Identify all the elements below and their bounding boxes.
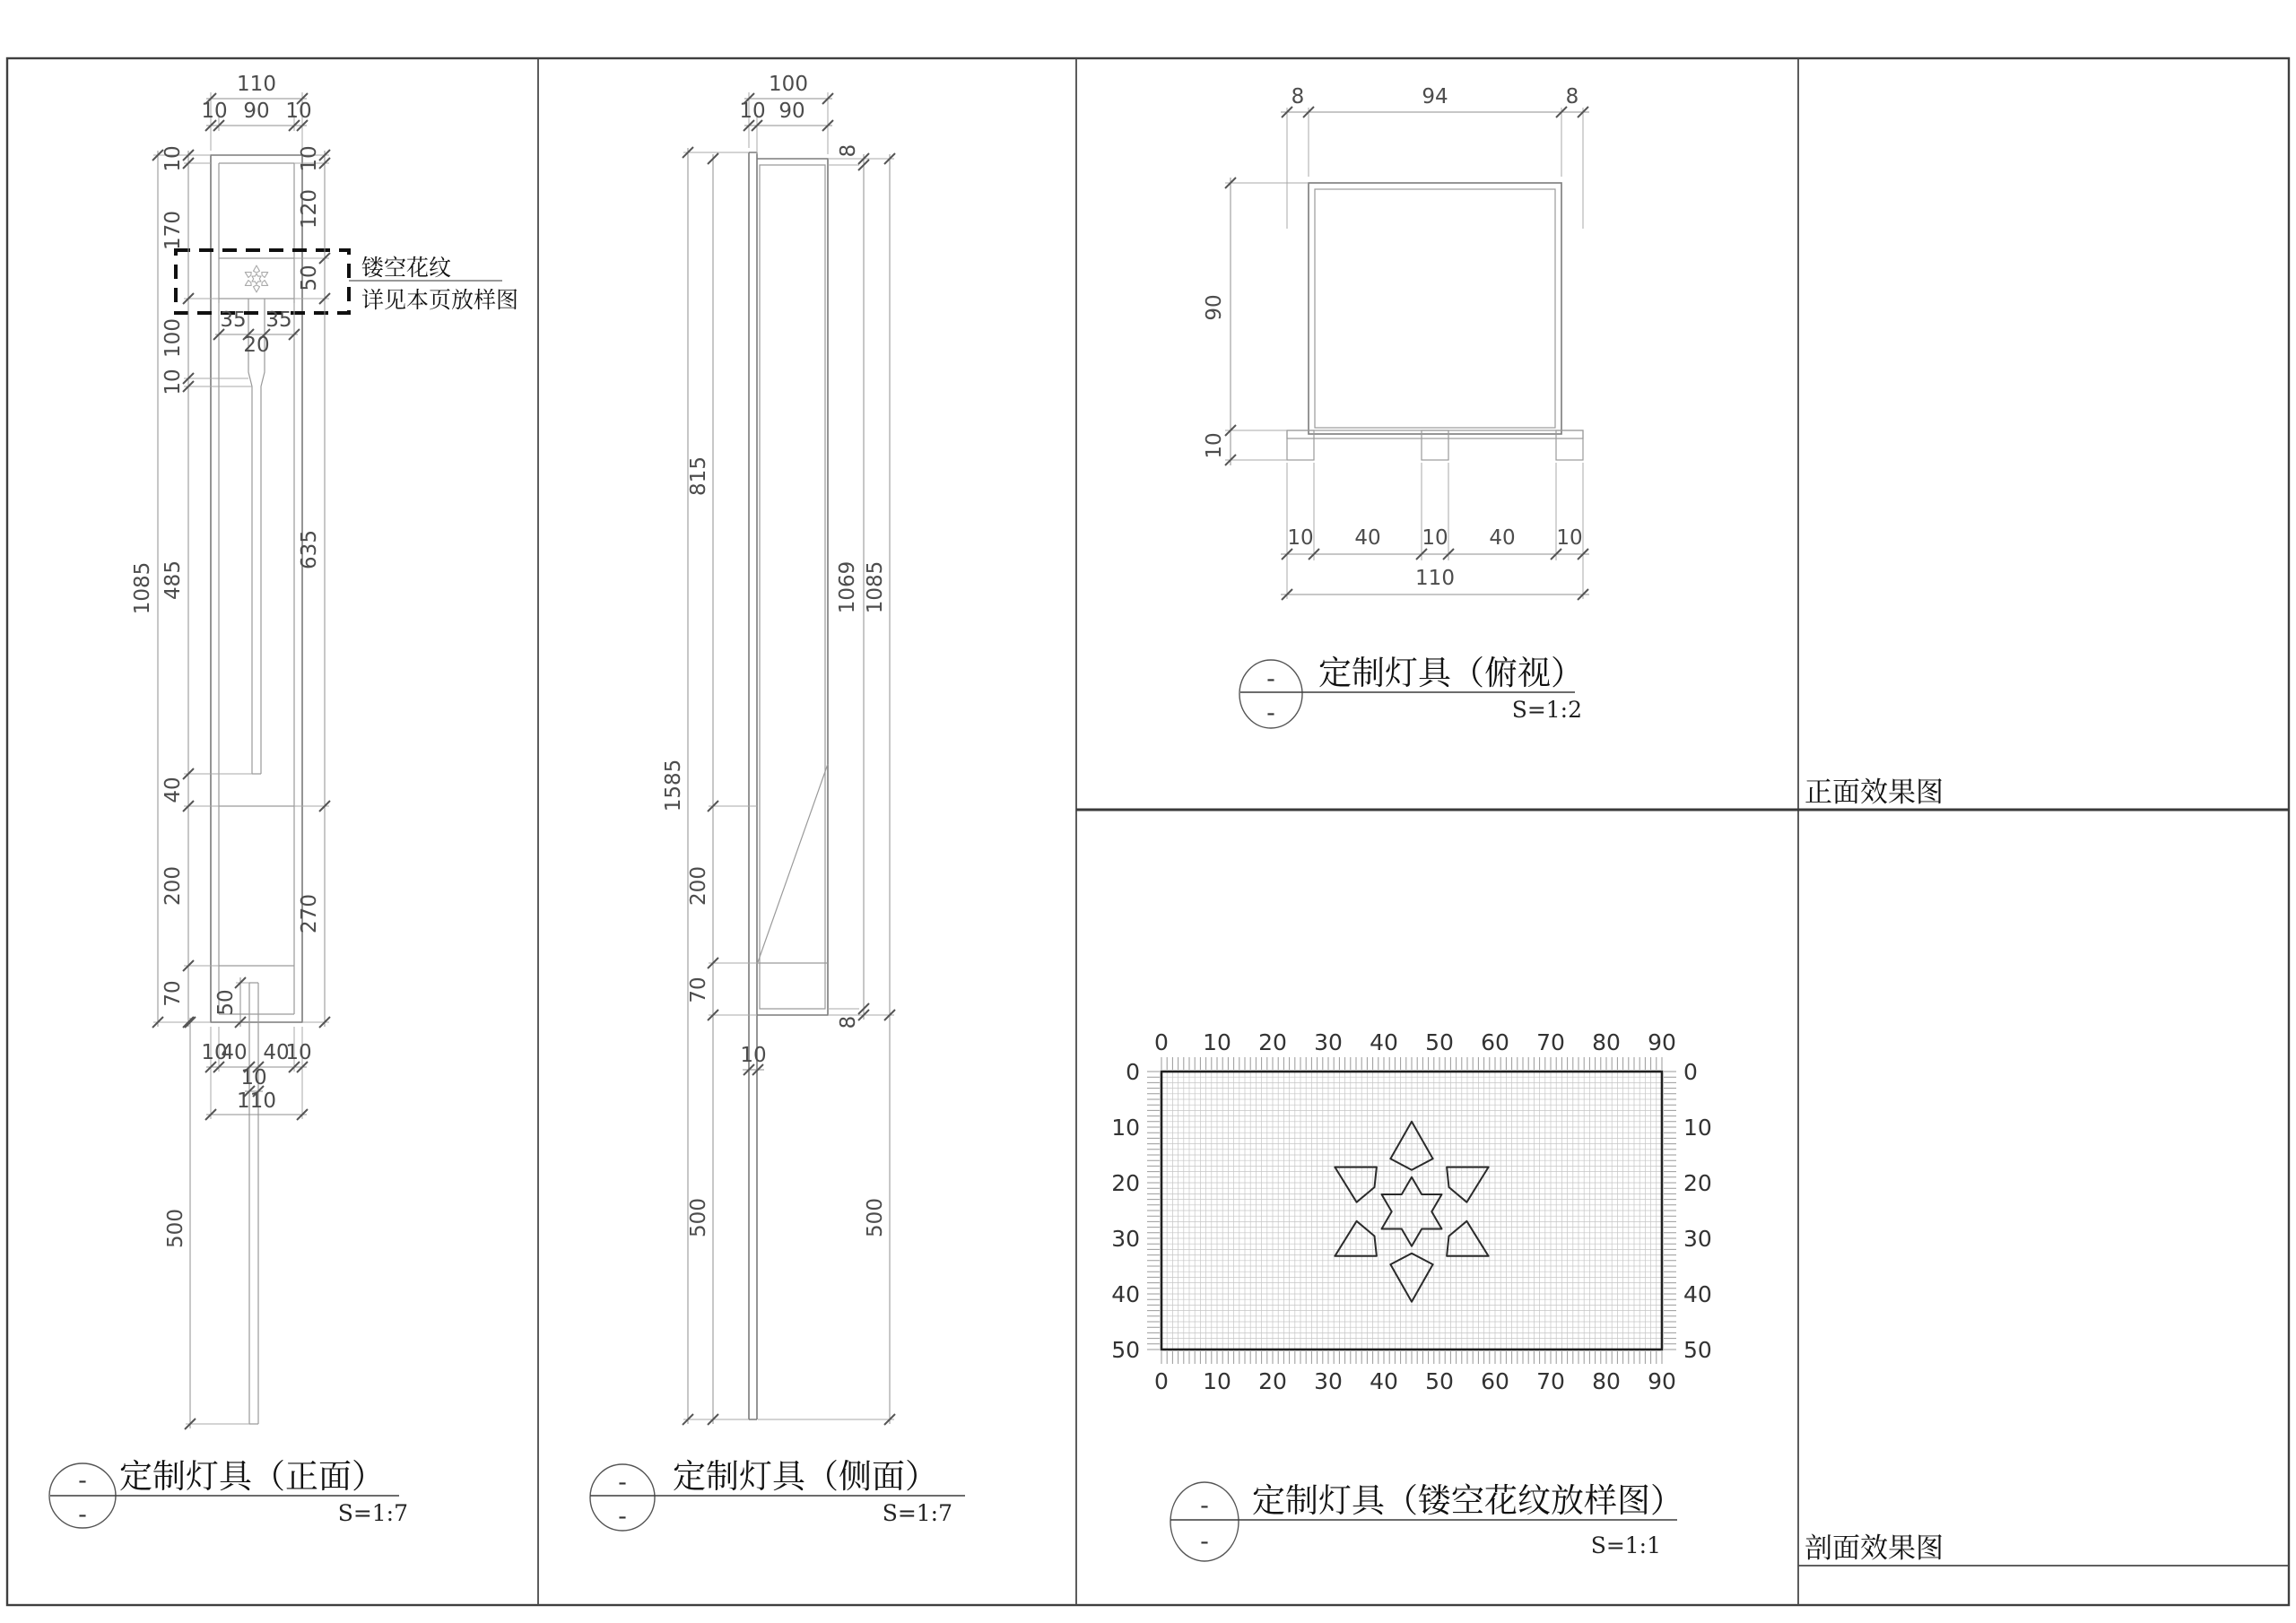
section-effect-label: 剖面效果图 (1805, 1532, 1944, 1565)
top-ref-top: - (1266, 665, 1275, 693)
pattern-y-label-left: 0 (1126, 1059, 1140, 1085)
pattern-y-label-right: 10 (1683, 1115, 1712, 1141)
pattern-x-label-top: 10 (1203, 1029, 1231, 1055)
dim-label: 1085 (864, 560, 887, 614)
dim-label: 94 (1422, 85, 1448, 108)
pattern-y-label-right: 40 (1683, 1281, 1712, 1307)
preview-shape-trapezoid-upper-left (245, 273, 251, 278)
pattern-ref-bottom: - (1200, 1528, 1209, 1556)
pattern-grid-minor-lines (1161, 1072, 1662, 1350)
side-ref-top: - (618, 1469, 627, 1497)
dim-label: 815 (687, 456, 710, 496)
top-view (1203, 85, 1589, 600)
preview-shape-trapezoid-lower-left (245, 281, 251, 286)
dim-label: 1585 (662, 759, 685, 812)
side-back-plate (749, 152, 757, 1419)
pattern-preview-snowflake (245, 265, 267, 292)
side-view-title: 定制灯具（侧面） (673, 1457, 938, 1496)
dim-label: 50 (298, 265, 321, 291)
pattern-x-label-top: 60 (1481, 1029, 1509, 1055)
pattern-y-label-left: 30 (1111, 1226, 1140, 1252)
right-label-column (1805, 777, 1944, 1565)
pattern-x-label-top: 20 (1258, 1029, 1287, 1055)
dim-label: 50 (214, 989, 238, 1016)
pattern-x-label-bottom: 60 (1481, 1368, 1509, 1394)
pattern-y-label-right: 0 (1683, 1059, 1698, 1085)
front-body-inner-lines (219, 163, 294, 1014)
dim-label: 40 (1354, 526, 1381, 550)
side-view-scale: S=1:7 (882, 1500, 952, 1526)
side-ref-bottom: - (618, 1503, 627, 1531)
side-box-outline (757, 159, 828, 1015)
preview-shape-trapezoid-upper-right (262, 273, 268, 278)
title-side (590, 1457, 965, 1531)
pattern-x-label-bottom: 0 (1154, 1368, 1169, 1394)
dim-label: 40 (263, 1041, 290, 1064)
top-ref-bottom: - (1266, 699, 1275, 727)
dim-label: 10 (161, 145, 185, 172)
pattern-x-label-top: 40 (1370, 1029, 1398, 1055)
pattern-y-label-left: 50 (1111, 1337, 1140, 1363)
pattern-x-label-top: 70 (1536, 1029, 1565, 1055)
dim-label: 8 (1291, 85, 1305, 108)
dim-label: 10 (161, 369, 185, 395)
dim-label: 200 (161, 866, 185, 906)
front-view-title: 定制灯具（正面） (119, 1457, 385, 1496)
top-extension-lines (1225, 108, 1583, 599)
front-ref-bottom: - (78, 1501, 87, 1529)
dim-label: 8 (837, 143, 860, 158)
dim-label: 8 (837, 1015, 860, 1029)
top-view-scale: S=1:2 (1511, 697, 1582, 723)
front-ref-top: - (78, 1467, 87, 1495)
dim-label: 500 (687, 1198, 710, 1237)
dim-label: 10 (240, 1066, 267, 1089)
pattern-x-label-bottom: 90 (1648, 1368, 1676, 1394)
pattern-y-label-right: 50 (1683, 1337, 1712, 1363)
dim-label: 485 (161, 560, 185, 600)
top-dimension-lines (1225, 107, 1589, 600)
top-dimension-labels (1203, 85, 1583, 590)
dim-label: 500 (864, 1198, 887, 1237)
dim-label: 635 (298, 530, 321, 569)
pattern-view-scale: S=1:1 (1590, 1532, 1661, 1558)
dim-label: 10 (285, 1041, 312, 1064)
preview-shape-star-center (252, 273, 261, 283)
pattern-y-label-right: 30 (1683, 1226, 1712, 1252)
pattern-x-label-top: 0 (1154, 1029, 1169, 1055)
side-diagonal-line (758, 764, 828, 962)
dim-label: 90 (778, 100, 805, 123)
dim-label: 70 (687, 976, 710, 1003)
pattern-x-label-bottom: 40 (1370, 1368, 1398, 1394)
dim-label: 10 (201, 1041, 228, 1064)
dim-label: 10 (1556, 526, 1583, 550)
front-hanging-rod (249, 983, 258, 1424)
dim-label: 10 (1203, 432, 1226, 459)
dim-label: 170 (161, 211, 185, 250)
title-front (49, 1457, 408, 1529)
pattern-x-label-bottom: 30 (1314, 1368, 1343, 1394)
pattern-x-label-top: 30 (1314, 1029, 1343, 1055)
front-center-rod (248, 299, 265, 774)
dim-label: 200 (687, 866, 710, 906)
dim-label: 100 (161, 318, 185, 358)
pattern-layout-view (1111, 1029, 1712, 1394)
dim-label: 10 (1422, 526, 1448, 550)
topview-box-inner (1315, 189, 1555, 428)
dim-label: 90 (1203, 294, 1226, 321)
dim-label: 35 (220, 308, 247, 332)
dim-label: 10 (298, 145, 321, 172)
dim-label: 8 (1565, 85, 1579, 108)
pattern-ref-top: - (1200, 1492, 1209, 1520)
title-pattern (1170, 1481, 1683, 1561)
side-view (662, 73, 895, 1425)
pattern-y-label-left: 20 (1111, 1170, 1140, 1196)
dim-label: 40 (221, 1041, 248, 1064)
dim-label: 40 (1489, 526, 1516, 550)
pattern-x-label-top: 90 (1648, 1029, 1676, 1055)
topview-foot-middle (1422, 430, 1448, 460)
dim-label: 10 (740, 1044, 767, 1067)
dim-label: 35 (265, 308, 292, 332)
side-dimension-labels (662, 73, 887, 1237)
dim-label: 90 (243, 100, 270, 123)
dim-label: 10 (285, 100, 312, 123)
dim-label: 270 (298, 894, 321, 933)
dim-label: 110 (237, 73, 276, 96)
front-effect-label: 正面效果图 (1805, 777, 1944, 809)
dim-label: 10 (1287, 526, 1314, 550)
side-extension-lines (683, 92, 894, 1419)
pattern-y-label-left: 10 (1111, 1115, 1140, 1141)
dim-label: 40 (161, 777, 185, 803)
topview-foot-right (1556, 430, 1583, 460)
dim-label: 110 (237, 1089, 276, 1113)
pattern-x-label-bottom: 10 (1203, 1368, 1231, 1394)
pattern-x-label-bottom: 70 (1536, 1368, 1565, 1394)
topview-foot-left (1287, 430, 1314, 460)
dim-label: 10 (739, 100, 766, 123)
dim-label: 1085 (131, 561, 154, 615)
callout-text-line2: 详见本页放样图 (361, 287, 519, 313)
dim-label: 500 (164, 1209, 187, 1248)
dim-label: 100 (769, 73, 808, 96)
pattern-x-label-top: 80 (1592, 1029, 1621, 1055)
front-view (131, 73, 518, 1429)
dim-label: 1069 (836, 560, 859, 614)
top-dim-ticks (1225, 107, 1588, 600)
pattern-x-label-bottom: 80 (1592, 1368, 1621, 1394)
side-box-inner-lines (757, 165, 828, 1009)
side-dim-lines (688, 99, 890, 1424)
dim-label: 10 (201, 100, 228, 123)
pattern-x-label-top: 50 (1425, 1029, 1454, 1055)
pattern-view-title: 定制灯具（镂空花纹放样图） (1252, 1481, 1683, 1520)
top-dim-lines (1231, 112, 1589, 595)
pattern-x-label-bottom: 50 (1425, 1368, 1454, 1394)
preview-shape-kite-bottom (254, 285, 260, 292)
dim-label: 20 (243, 334, 270, 357)
preview-shape-trapezoid-lower-right (262, 281, 268, 286)
top-view-title: 定制灯具（俯视） (1318, 654, 1584, 692)
callout-text-line1: 镂空花纹 (361, 255, 452, 281)
title-top (1239, 654, 1584, 728)
dim-label: 120 (298, 189, 321, 229)
topview-box-outer (1309, 183, 1561, 434)
pattern-y-label-right: 20 (1683, 1170, 1712, 1196)
pattern-x-label-bottom: 20 (1258, 1368, 1287, 1394)
dim-label: 70 (161, 980, 185, 1007)
preview-shape-kite-top (254, 265, 260, 273)
pattern-y-label-left: 40 (1111, 1281, 1140, 1307)
front-view-scale: S=1:7 (337, 1500, 408, 1526)
dim-label: 110 (1415, 567, 1455, 590)
